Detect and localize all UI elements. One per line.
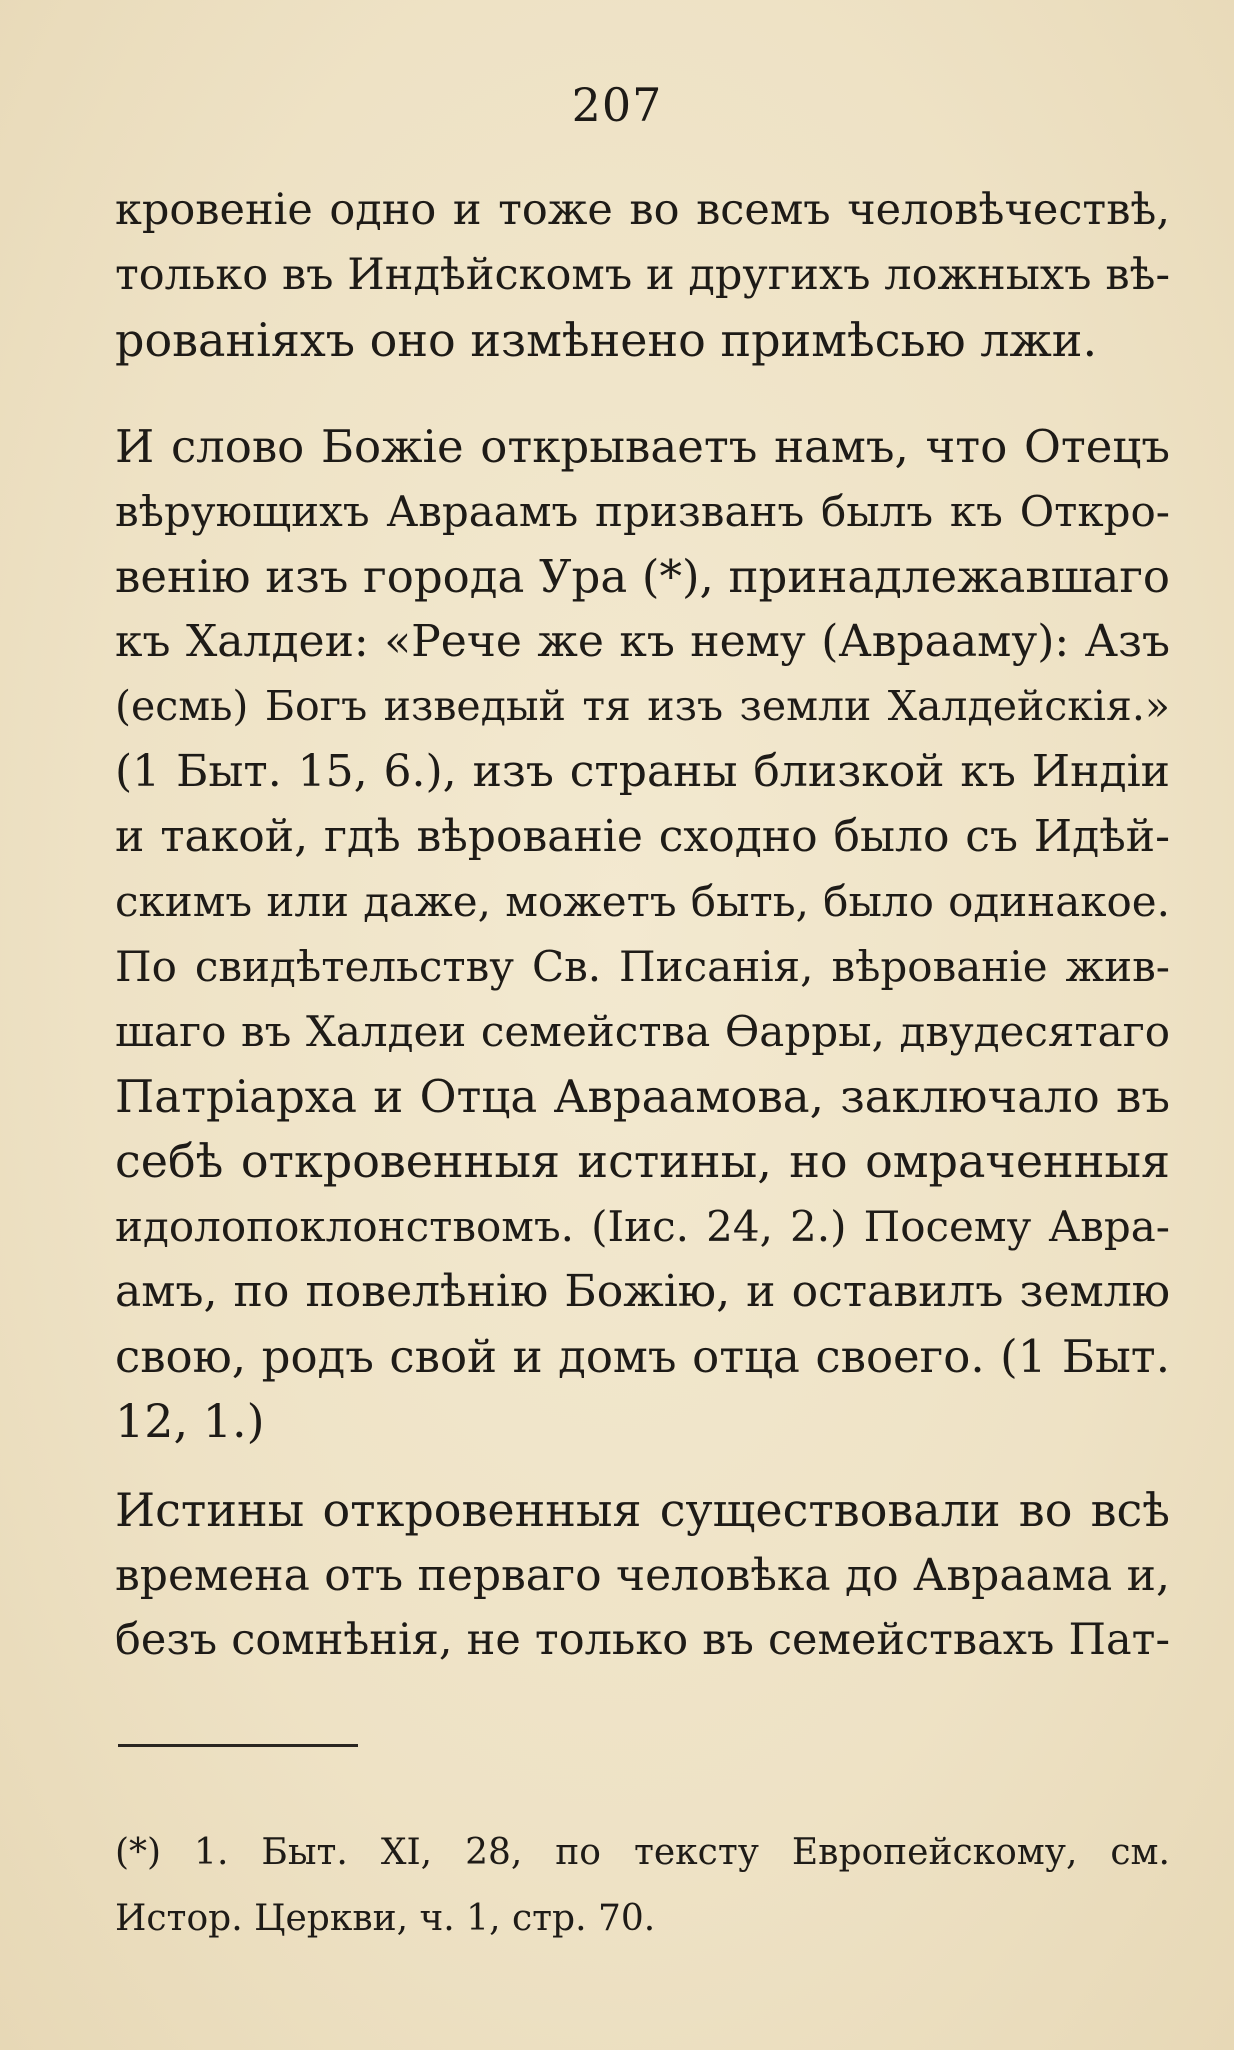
text-line: амъ, по повелѣнію Божію, и оставилъ землю <box>115 1266 1170 1317</box>
paragraph-1 <box>115 178 1170 373</box>
text-line: времена отъ перваго человѣка до Авраама и, <box>115 1550 1170 1601</box>
text-line: По свидѣтельству Св. Писанія, вѣрованіе жив- <box>115 942 1170 991</box>
text-line: кровеніе одно и тоже во всемъ человѣчествѣ, <box>115 185 1170 235</box>
text-line: Истины откровенныя существовали во всѣ <box>115 1483 1170 1537</box>
text-line: идолопоклонствомъ. (Іис. 24, 2.) Посему Авра- <box>115 1202 1170 1251</box>
text-line: вѣрующихъ Авраамъ призванъ былъ къ Откро- <box>115 487 1170 536</box>
paragraph-2 <box>115 414 1170 1454</box>
text-line: И слово Божіе открываетъ намъ, что Отецъ <box>115 420 1170 473</box>
footnote-line: Истор. Церкви, ч. 1, стр. 70. <box>115 1898 656 1939</box>
footnote-line: (*) 1. Быт. XI, 28, по тексту Европейскому, см. <box>115 1832 1170 1873</box>
text-line: шаго въ Халдеи семейства Өарры, двудесятаго <box>115 1007 1170 1056</box>
text-line: себѣ откровенныя истины, но омраченныя <box>115 1134 1170 1188</box>
text-line: венію изъ города Ура (*), принадлежавшаго <box>115 550 1170 603</box>
text-line: скимъ или даже, можетъ быть, было одинакое. <box>115 877 1170 926</box>
paragraph-3 <box>115 1478 1170 1673</box>
text-line: безъ сомнѣнія, не только въ семействахъ Пат- <box>115 1615 1170 1665</box>
text-line: (есмь) Богъ изведый тя изъ земли Халдейскія.» <box>115 682 1170 730</box>
footnote <box>115 1820 1170 1952</box>
text-line: и такой, гдѣ вѣрованіе сходно было съ Идѣй- <box>115 811 1170 862</box>
text-line: 12, 1.) <box>115 1394 265 1448</box>
footnote-divider <box>118 1744 358 1747</box>
text-line: свою, родъ свой и домъ отца своего. (1 Быт. <box>115 1330 1170 1383</box>
text-line: рованіяхъ оно измѣнено примѣсью лжи. <box>115 313 1098 367</box>
text-line: только въ Индѣйскомъ и другихъ ложныхъ вѣ- <box>115 250 1170 300</box>
page-number: 207 <box>571 78 663 132</box>
text-line: къ Халдеи: «Рече же къ нему (Аврааму): Азъ <box>115 616 1170 667</box>
text-line: (1 Быт. 15, 6.), изъ страны близкой къ Индіи <box>115 746 1170 797</box>
text-line: Патріарха и Отца Авраамова, заключало въ <box>115 1070 1170 1123</box>
